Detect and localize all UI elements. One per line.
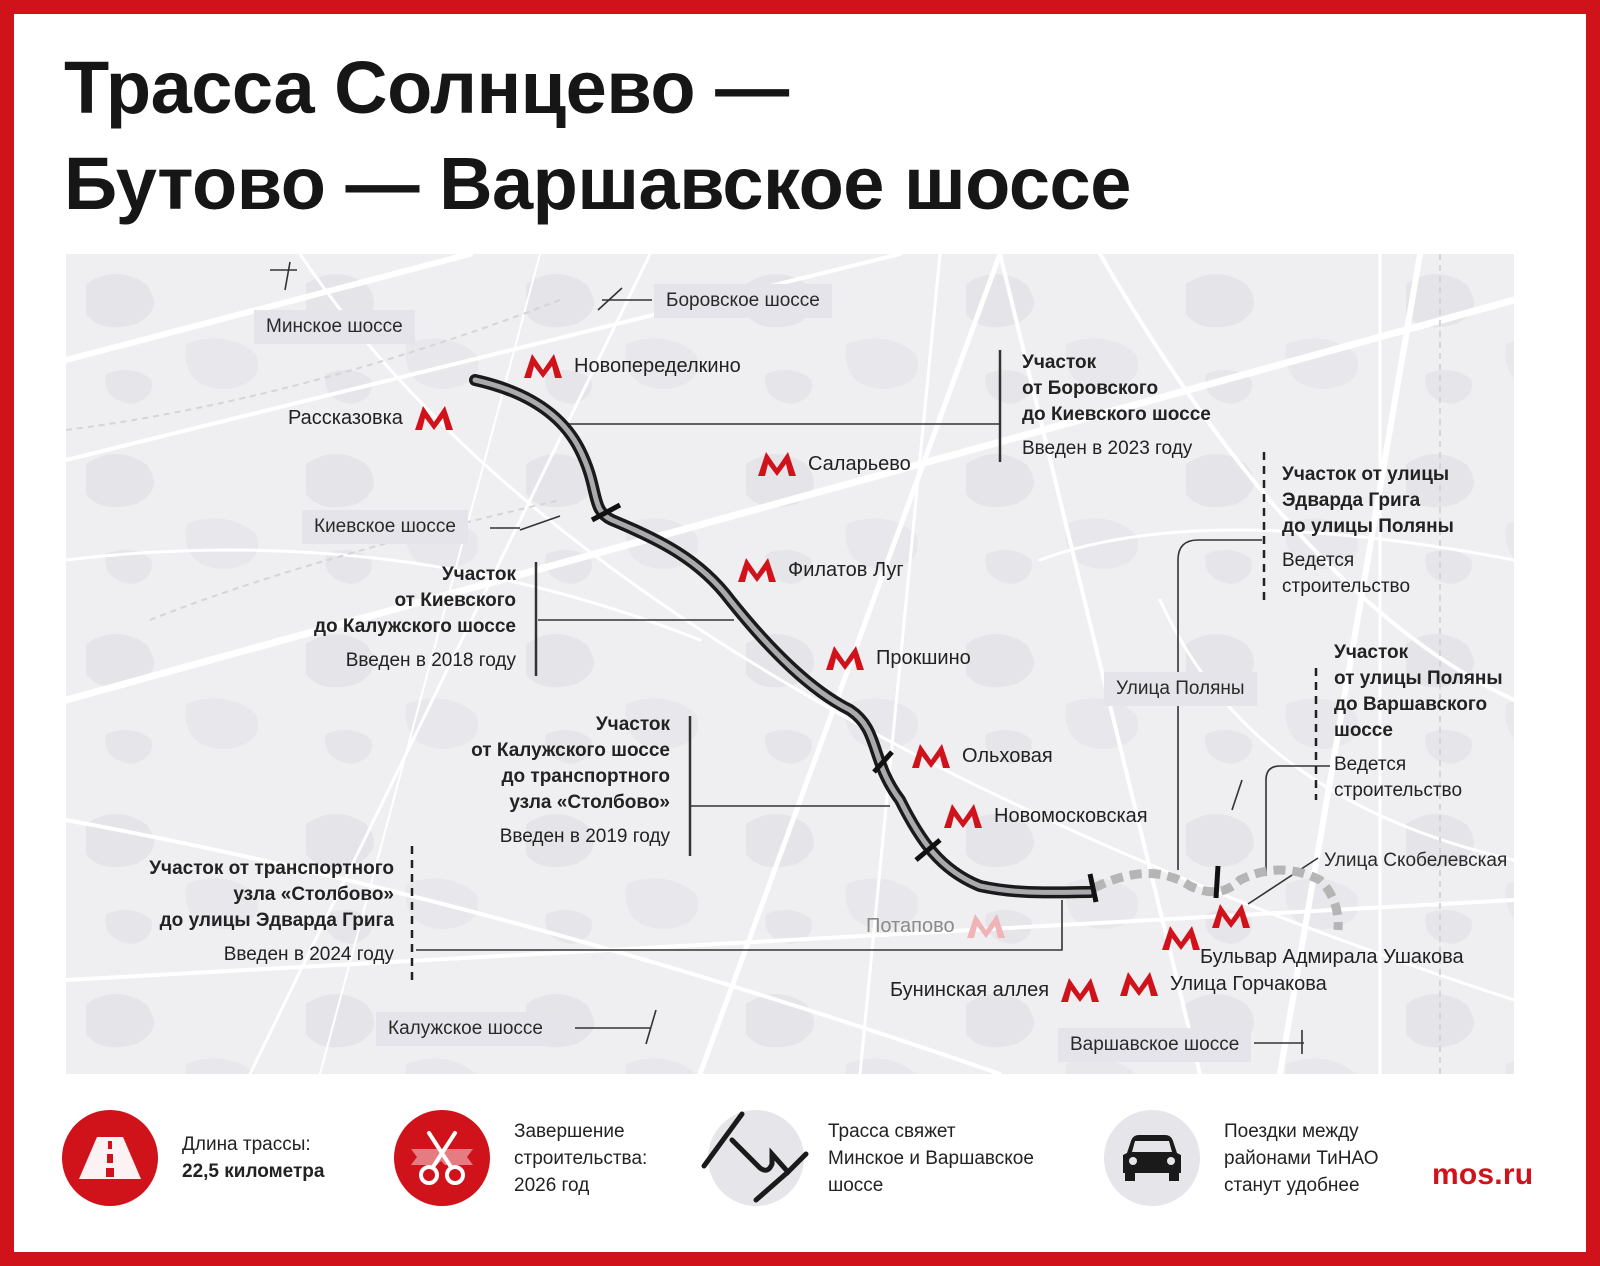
station-label: Улица Горчакова (1170, 972, 1327, 995)
road-icon (62, 1110, 158, 1206)
station-label: Филатов Луг (788, 558, 904, 581)
section-title-line: от улицы Поляны (1334, 668, 1503, 689)
section-griga-polyany (1282, 462, 1454, 600)
section-title-line: до Варшавского (1334, 694, 1488, 715)
footer-text (828, 1118, 1034, 1199)
section-title-line: Участок (1022, 352, 1097, 373)
metro-icon (1162, 924, 1200, 952)
station-label: Ольховая (962, 744, 1053, 767)
section-status: Введен в 2023 году (1022, 438, 1193, 459)
station-potapovo[interactable] (866, 912, 1005, 940)
section-polyany-varshavskoe (1334, 640, 1503, 804)
footer-line: Завершение (514, 1120, 625, 1142)
highway-label-minskoe[interactable]: Минское шоссе (254, 310, 415, 344)
section-status: Введен в 2018 году (345, 650, 516, 671)
section-title-line: до улицы Эдварда Грига (159, 910, 394, 931)
title-line-2: Бутово — Варшавское шоссе (64, 142, 1131, 225)
station-label: Потапово (866, 914, 955, 937)
section-title-line: от Киевского (394, 590, 516, 611)
section-title-line: узла «Столбово» (233, 884, 394, 905)
metro-icon (912, 742, 950, 770)
metro-icon (738, 556, 776, 584)
highway-label-borovskoe[interactable]: Боровское шоссе (654, 284, 832, 318)
metro-icon (1061, 976, 1099, 1004)
station-label: Бунинская аллея (890, 978, 1050, 1001)
metro-icon (1120, 970, 1158, 998)
station-prokshino[interactable] (826, 644, 971, 672)
highway-label-ulitsa-skobelevskaya[interactable]: Улица Скобелевская (1324, 850, 1508, 871)
section-title-line: Участок от транспортного (149, 858, 394, 879)
footer-text (1224, 1118, 1378, 1199)
section-title-line: до транспортного (501, 766, 670, 787)
footer-line: Длина трассы: (182, 1134, 311, 1155)
station-novomoskovskaya[interactable] (944, 802, 1148, 830)
section-status: Ведется строительство (1334, 754, 1463, 801)
section-title-line: до Киевского шоссе (1022, 404, 1211, 425)
footer-line: Поездки между (1224, 1120, 1359, 1142)
section-borovskoe-kievskoe (1022, 350, 1211, 462)
station-rasskazovka[interactable] (288, 404, 453, 432)
station-bulvar-ushakova-label (1200, 946, 1464, 969)
station-label: Прокшино (876, 646, 971, 669)
section-title-line: до Калужского шоссе (313, 616, 516, 637)
page-title (64, 40, 1131, 232)
section-status: Ведется строительство (1282, 550, 1411, 597)
station-label: Новомосковская (994, 804, 1148, 827)
footer-line: 22,5 километра (182, 1161, 325, 1182)
footer-line: Минское и Варшавское (828, 1147, 1034, 1169)
station-ulitsa-gorchakova[interactable] (1120, 970, 1327, 998)
section-status: Введен в 2019 году (499, 826, 670, 847)
station-salaryevo[interactable] (758, 450, 911, 478)
station-buninskaya-alleya[interactable] (890, 976, 1099, 1004)
footer-line: Трасса свяжет (828, 1120, 956, 1142)
section-title-line: от Боровского (1022, 378, 1159, 399)
station-bulvar-ushakova[interactable] (1162, 924, 1200, 952)
mos-ru-logo[interactable]: mos.ru (1432, 1158, 1534, 1191)
station-filatov-lug[interactable] (738, 556, 904, 584)
highway-label-varshavskoe[interactable]: Варшавское шоссе (1058, 1028, 1251, 1062)
metro-icon (967, 912, 1005, 940)
station-label: Саларьево (808, 452, 911, 475)
station-label: Бульвар Адмирала Ушакова (1200, 946, 1464, 968)
metro-icon (944, 802, 982, 830)
section-title-line: Участок от улицы (1282, 464, 1450, 485)
highway-label-kievskoe[interactable]: Киевское шоссе (302, 510, 468, 544)
section-title-line: от Калужского шоссе (471, 740, 670, 761)
section-title-line: Участок (441, 564, 516, 585)
footer-trips (1104, 1110, 1378, 1206)
station-olkhovaya[interactable] (912, 742, 1053, 770)
footer-text (514, 1118, 647, 1199)
metro-icon (415, 404, 453, 432)
highway-label-kaluzhskoe[interactable]: Калужское шоссе (376, 1012, 555, 1046)
highway-label-ulitsa-polyany[interactable]: Улица Поляны (1104, 672, 1257, 706)
footer-connection (708, 1110, 1034, 1206)
metro-icon (1212, 902, 1250, 930)
car-icon (1104, 1110, 1200, 1206)
footer-line: станут удобнее (1224, 1174, 1360, 1196)
footer-line: строительства: (514, 1147, 648, 1169)
footer-line: 2026 год (514, 1174, 590, 1196)
station-label: Рассказовка (288, 406, 403, 429)
footer-line: шоссе (828, 1174, 884, 1196)
section-kievskoe-kaluzhskoe (290, 562, 516, 674)
scissors-ribbon-icon (394, 1110, 490, 1206)
station-label: Новопеределкино (574, 354, 741, 377)
section-kaluzhskoe-stolbovo (430, 712, 670, 850)
section-title-line: Участок (1334, 642, 1409, 663)
section-title-line: Участок (595, 714, 670, 735)
title-line-1: Трасса Солнцево — (64, 46, 789, 129)
footer-text (182, 1131, 324, 1185)
footer-completion (394, 1110, 647, 1206)
route-connection-icon (708, 1110, 804, 1206)
section-title-line: Эдварда Грига (1282, 490, 1421, 511)
section-title-line: узла «Столбово» (509, 792, 670, 813)
station-bulvar-ushakova-icon[interactable] (1212, 902, 1250, 930)
footer-length (62, 1110, 324, 1206)
metro-icon (524, 352, 562, 380)
section-stolbovo-griga (110, 856, 394, 968)
station-novoperedelkino[interactable] (524, 352, 741, 380)
section-status: Введен в 2024 году (223, 944, 394, 965)
metro-icon (826, 644, 864, 672)
footer-line: районами ТиНАО (1224, 1147, 1379, 1169)
metro-icon (758, 450, 796, 478)
section-title-line: шоссе (1334, 720, 1393, 741)
section-title-line: до улицы Поляны (1282, 516, 1454, 537)
